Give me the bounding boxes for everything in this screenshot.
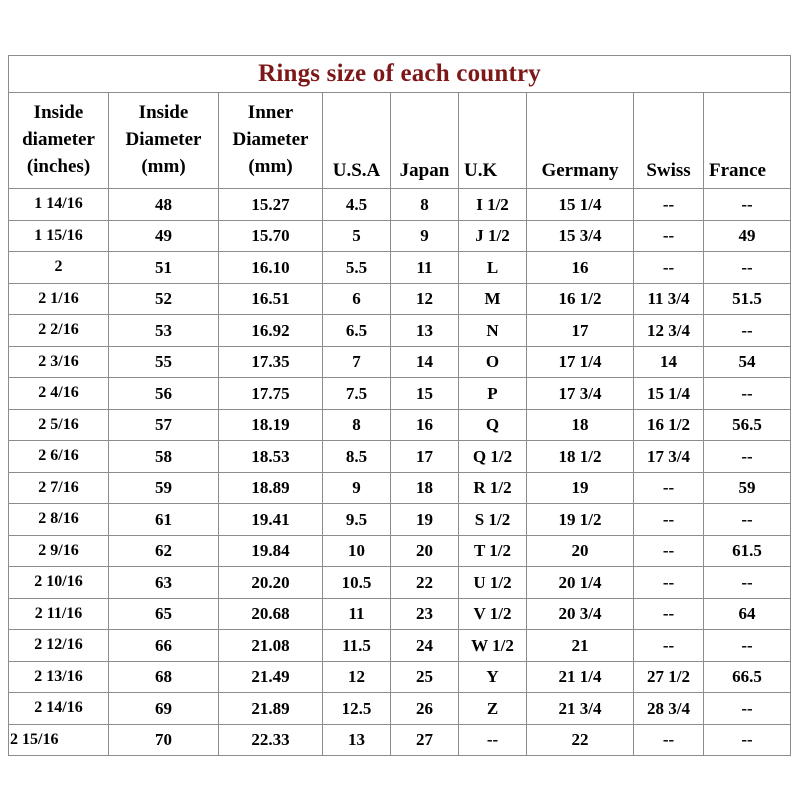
table-cell: -- bbox=[704, 315, 791, 347]
column-header-line: Inside bbox=[33, 102, 84, 124]
table-cell: 54 bbox=[704, 346, 791, 378]
table-cell: 62 bbox=[109, 535, 219, 567]
table-cell: 22 bbox=[391, 567, 459, 599]
table-cell: R 1/2 bbox=[459, 472, 527, 504]
column-header-line: Inner bbox=[247, 102, 294, 124]
column-header-line: Inside bbox=[138, 102, 189, 124]
table-row bbox=[9, 535, 791, 567]
table-row bbox=[9, 441, 791, 473]
table-cell: 23 bbox=[391, 598, 459, 630]
table-cell: 13 bbox=[391, 315, 459, 347]
table-cell: T 1/2 bbox=[459, 535, 527, 567]
table-cell: 15.27 bbox=[219, 189, 323, 221]
table-cell: 2 4/16 bbox=[9, 378, 109, 410]
table-cell: 20 3/4 bbox=[527, 598, 634, 630]
table-row bbox=[9, 724, 791, 756]
table-cell: M bbox=[459, 283, 527, 315]
table-cell: -- bbox=[634, 598, 704, 630]
table-cell: 2 7/16 bbox=[9, 472, 109, 504]
table-cell: 16.10 bbox=[219, 252, 323, 284]
table-cell: -- bbox=[634, 472, 704, 504]
table-cell: 27 1/2 bbox=[634, 661, 704, 693]
table-row bbox=[9, 283, 791, 315]
column-header-line: (inches) bbox=[26, 155, 91, 177]
column-header-germany: Germany bbox=[527, 93, 634, 189]
table-cell: 18.19 bbox=[219, 409, 323, 441]
table-cell: 66 bbox=[109, 630, 219, 662]
table-cell: 21 bbox=[527, 630, 634, 662]
table-cell: 6.5 bbox=[323, 315, 391, 347]
table-cell: 18 bbox=[391, 472, 459, 504]
column-header-line: Diameter bbox=[125, 129, 202, 151]
column-header-inside-diameter-inches bbox=[9, 93, 109, 189]
table-cell: 56.5 bbox=[704, 409, 791, 441]
table-cell: 9 bbox=[323, 472, 391, 504]
table-cell: 18 bbox=[527, 409, 634, 441]
table-cell: 17.35 bbox=[219, 346, 323, 378]
table-row bbox=[9, 315, 791, 347]
table-cell: 16.51 bbox=[219, 283, 323, 315]
table-cell: -- bbox=[634, 567, 704, 599]
table-cell: 20.68 bbox=[219, 598, 323, 630]
table-cell: I 1/2 bbox=[459, 189, 527, 221]
column-header-line: (mm) bbox=[248, 155, 293, 177]
table-cell: Q 1/2 bbox=[459, 441, 527, 473]
table-cell: 52 bbox=[109, 283, 219, 315]
column-header-inside-diameter-mm bbox=[109, 93, 219, 189]
table-cell: 17 bbox=[391, 441, 459, 473]
table-cell: 20 bbox=[527, 535, 634, 567]
table-cell: 17 3/4 bbox=[527, 378, 634, 410]
column-header-line: (mm) bbox=[141, 155, 186, 177]
table-cell: -- bbox=[704, 189, 791, 221]
table-cell: 2 2/16 bbox=[9, 315, 109, 347]
table-cell: 21 1/4 bbox=[527, 661, 634, 693]
table-cell: 15 1/4 bbox=[527, 189, 634, 221]
table-cell: 65 bbox=[109, 598, 219, 630]
table-cell: 2 5/16 bbox=[9, 409, 109, 441]
table-cell: 12 bbox=[391, 283, 459, 315]
table-cell: 2 3/16 bbox=[9, 346, 109, 378]
table-row bbox=[9, 693, 791, 725]
table-cell: 26 bbox=[391, 693, 459, 725]
table-row bbox=[9, 409, 791, 441]
table-cell: -- bbox=[634, 630, 704, 662]
table-cell: P bbox=[459, 378, 527, 410]
table-cell: 1 15/16 bbox=[9, 220, 109, 252]
table-cell: 2 1/16 bbox=[9, 283, 109, 315]
table-cell: 15 3/4 bbox=[527, 220, 634, 252]
table-cell: 2 11/16 bbox=[9, 598, 109, 630]
table-cell: 16 bbox=[527, 252, 634, 284]
column-header-japan: Japan bbox=[391, 93, 459, 189]
table-row bbox=[9, 630, 791, 662]
table-cell: 16.92 bbox=[219, 315, 323, 347]
table-cell: 6 bbox=[323, 283, 391, 315]
table-cell: 2 10/16 bbox=[9, 567, 109, 599]
title-row bbox=[9, 56, 791, 93]
table-cell: -- bbox=[634, 724, 704, 756]
table-cell: -- bbox=[704, 693, 791, 725]
table-cell: 21.89 bbox=[219, 693, 323, 725]
table-row bbox=[9, 378, 791, 410]
table-cell: 12.5 bbox=[323, 693, 391, 725]
table-cell: -- bbox=[634, 252, 704, 284]
table-cell: 12 3/4 bbox=[634, 315, 704, 347]
table-cell: 16 1/2 bbox=[527, 283, 634, 315]
table-cell: 24 bbox=[391, 630, 459, 662]
table-cell: 27 bbox=[391, 724, 459, 756]
ring-size-table bbox=[8, 55, 791, 756]
table-cell: 61 bbox=[109, 504, 219, 536]
table-cell: 15.70 bbox=[219, 220, 323, 252]
table-cell: -- bbox=[704, 504, 791, 536]
table-cell: 2 9/16 bbox=[9, 535, 109, 567]
table-cell: -- bbox=[634, 189, 704, 221]
table-row bbox=[9, 189, 791, 221]
page-title: Rings size of each country bbox=[9, 56, 791, 93]
table-cell: Y bbox=[459, 661, 527, 693]
table-cell: 19.41 bbox=[219, 504, 323, 536]
table-cell: 8 bbox=[323, 409, 391, 441]
table-cell: 13 bbox=[323, 724, 391, 756]
table-cell: 19.84 bbox=[219, 535, 323, 567]
table-cell: 66.5 bbox=[704, 661, 791, 693]
table-cell: 8 bbox=[391, 189, 459, 221]
table-cell: 12 bbox=[323, 661, 391, 693]
table-cell: 2 6/16 bbox=[9, 441, 109, 473]
table-cell: 18 1/2 bbox=[527, 441, 634, 473]
table-cell: 16 bbox=[391, 409, 459, 441]
table-row bbox=[9, 504, 791, 536]
table-cell: 8.5 bbox=[323, 441, 391, 473]
table-cell: -- bbox=[634, 504, 704, 536]
table-cell: S 1/2 bbox=[459, 504, 527, 536]
table-cell: 19 1/2 bbox=[527, 504, 634, 536]
table-cell: 2 14/16 bbox=[9, 693, 109, 725]
table-cell: 2 13/16 bbox=[9, 661, 109, 693]
table-cell: 17 3/4 bbox=[634, 441, 704, 473]
table-cell: Q bbox=[459, 409, 527, 441]
table-cell: 18.53 bbox=[219, 441, 323, 473]
table-cell: 9 bbox=[391, 220, 459, 252]
table-cell: 14 bbox=[634, 346, 704, 378]
column-header-u-k: U.K bbox=[459, 93, 527, 189]
table-cell: 7 bbox=[323, 346, 391, 378]
table-cell: U 1/2 bbox=[459, 567, 527, 599]
table-cell: O bbox=[459, 346, 527, 378]
table-cell: 20.20 bbox=[219, 567, 323, 599]
table-cell: 11 bbox=[323, 598, 391, 630]
table-cell: 19 bbox=[527, 472, 634, 504]
table-cell: 19 bbox=[391, 504, 459, 536]
table-cell: 4.5 bbox=[323, 189, 391, 221]
table-cell: 28 3/4 bbox=[634, 693, 704, 725]
table-cell: 5 bbox=[323, 220, 391, 252]
table-cell: N bbox=[459, 315, 527, 347]
column-header-line: diameter bbox=[22, 129, 95, 151]
table-cell: 16 1/2 bbox=[634, 409, 704, 441]
table-cell: -- bbox=[704, 724, 791, 756]
table-cell: -- bbox=[459, 724, 527, 756]
table-cell: 21 3/4 bbox=[527, 693, 634, 725]
table-cell: Z bbox=[459, 693, 527, 725]
table-cell: 1 14/16 bbox=[9, 189, 109, 221]
column-header-inner-diameter-mm bbox=[219, 93, 323, 189]
table-cell: L bbox=[459, 252, 527, 284]
table-cell: 63 bbox=[109, 567, 219, 599]
column-header-u-s-a: U.S.A bbox=[323, 93, 391, 189]
table-cell: 49 bbox=[109, 220, 219, 252]
table-cell: 68 bbox=[109, 661, 219, 693]
table-cell: 18.89 bbox=[219, 472, 323, 504]
table-cell: 2 8/16 bbox=[9, 504, 109, 536]
table-cell: 11 bbox=[391, 252, 459, 284]
table-cell: 51 bbox=[109, 252, 219, 284]
table-cell: -- bbox=[704, 441, 791, 473]
column-header-swiss: Swiss bbox=[634, 93, 704, 189]
table-cell: 20 bbox=[391, 535, 459, 567]
table-cell: 53 bbox=[109, 315, 219, 347]
table-cell: -- bbox=[704, 252, 791, 284]
table-cell: 20 1/4 bbox=[527, 567, 634, 599]
table-cell: 15 bbox=[391, 378, 459, 410]
column-header-france: France bbox=[704, 93, 791, 189]
table-row bbox=[9, 252, 791, 284]
table-cell: 64 bbox=[704, 598, 791, 630]
table-cell: 10.5 bbox=[323, 567, 391, 599]
table-cell: -- bbox=[634, 535, 704, 567]
table-row bbox=[9, 346, 791, 378]
ring-size-chart bbox=[8, 55, 790, 750]
table-cell: 22 bbox=[527, 724, 634, 756]
table-cell: 2 12/16 bbox=[9, 630, 109, 662]
table-cell: 17 bbox=[527, 315, 634, 347]
column-header-line: Diameter bbox=[232, 129, 309, 151]
table-cell: 14 bbox=[391, 346, 459, 378]
table-cell: 2 bbox=[9, 252, 109, 284]
table-cell: 59 bbox=[704, 472, 791, 504]
table-cell: 59 bbox=[109, 472, 219, 504]
table-cell: 48 bbox=[109, 189, 219, 221]
table-cell: 58 bbox=[109, 441, 219, 473]
table-cell: 51.5 bbox=[704, 283, 791, 315]
table-cell: 22.33 bbox=[219, 724, 323, 756]
table-row bbox=[9, 661, 791, 693]
table-cell: -- bbox=[704, 378, 791, 410]
table-row bbox=[9, 220, 791, 252]
table-cell: 57 bbox=[109, 409, 219, 441]
table-cell: -- bbox=[704, 567, 791, 599]
table-cell: J 1/2 bbox=[459, 220, 527, 252]
table-cell: 70 bbox=[109, 724, 219, 756]
table-cell: 9.5 bbox=[323, 504, 391, 536]
table-cell: 10 bbox=[323, 535, 391, 567]
table-cell: 5.5 bbox=[323, 252, 391, 284]
table-cell: 25 bbox=[391, 661, 459, 693]
header-row bbox=[9, 93, 791, 189]
table-cell: -- bbox=[704, 630, 791, 662]
table-row bbox=[9, 567, 791, 599]
table-cell: 17 1/4 bbox=[527, 346, 634, 378]
table-cell: 15 1/4 bbox=[634, 378, 704, 410]
table-cell: 21.08 bbox=[219, 630, 323, 662]
table-cell: 69 bbox=[109, 693, 219, 725]
table-row bbox=[9, 598, 791, 630]
table-row bbox=[9, 472, 791, 504]
table-cell: 17.75 bbox=[219, 378, 323, 410]
table-cell: 55 bbox=[109, 346, 219, 378]
table-cell: 61.5 bbox=[704, 535, 791, 567]
table-cell: -- bbox=[634, 220, 704, 252]
table-cell: 49 bbox=[704, 220, 791, 252]
table-cell: W 1/2 bbox=[459, 630, 527, 662]
table-cell: 21.49 bbox=[219, 661, 323, 693]
table-cell: 56 bbox=[109, 378, 219, 410]
table-cell: 7.5 bbox=[323, 378, 391, 410]
table-cell: V 1/2 bbox=[459, 598, 527, 630]
table-cell: 2 15/16 bbox=[9, 724, 109, 756]
table-cell: 11.5 bbox=[323, 630, 391, 662]
table-cell: 11 3/4 bbox=[634, 283, 704, 315]
